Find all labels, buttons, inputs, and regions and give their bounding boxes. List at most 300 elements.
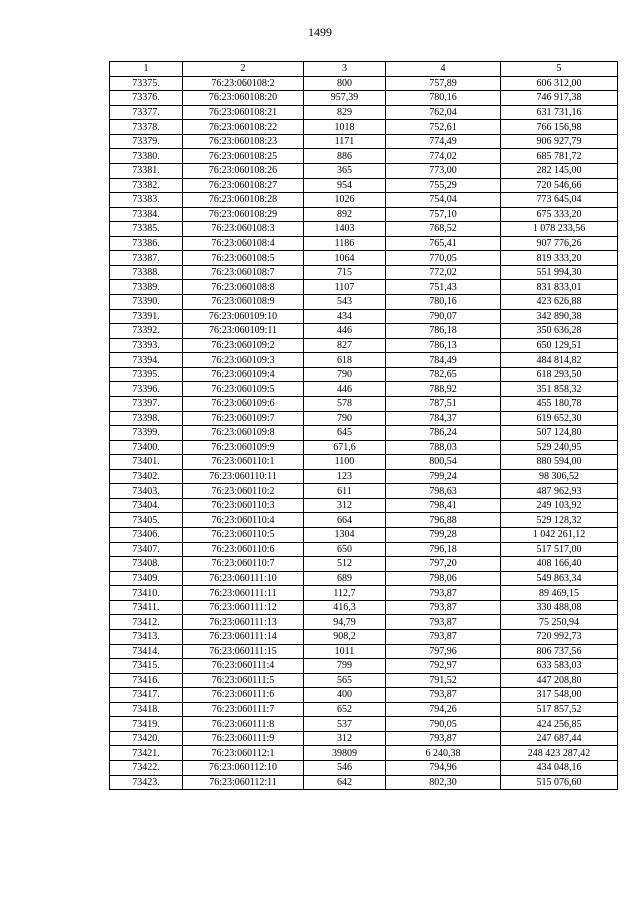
cadastral-number-cell: 76:23:060109:8: [183, 426, 304, 441]
cadastral-number-cell: 76:23:060108:7: [183, 265, 304, 280]
table-row: [110, 163, 618, 178]
value-cell: 517 517,00: [501, 542, 618, 557]
area-cell: 312: [304, 498, 386, 513]
value-cell: 720 546,66: [501, 178, 618, 193]
value-cell: 282 145,00: [501, 163, 618, 178]
value-cell: 423 626,88: [501, 295, 618, 310]
row-number-cell: 73412.: [110, 615, 183, 630]
row-number-cell: 73386.: [110, 236, 183, 251]
row-number-cell: 73423.: [110, 775, 183, 790]
row-number-cell: 73417.: [110, 688, 183, 703]
cadastral-number-cell: 76:23:060108:4: [183, 236, 304, 251]
rate-cell: 784,37: [386, 411, 501, 426]
table-row: [110, 528, 618, 543]
rate-cell: 784,49: [386, 353, 501, 368]
cadastral-number-cell: 76:23:060109:11: [183, 324, 304, 339]
area-cell: 446: [304, 324, 386, 339]
rate-cell: 794,26: [386, 702, 501, 717]
area-cell: 611: [304, 484, 386, 499]
rate-cell: 797,20: [386, 557, 501, 572]
value-cell: 89 469,15: [501, 586, 618, 601]
rate-cell: 770,05: [386, 251, 501, 266]
row-number-cell: 73406.: [110, 528, 183, 543]
value-cell: 618 293,50: [501, 367, 618, 382]
cadastral-number-cell: 76:23:060111:11: [183, 586, 304, 601]
row-number-cell: 73376.: [110, 91, 183, 106]
rate-cell: 797,96: [386, 644, 501, 659]
row-number-cell: 73381.: [110, 163, 183, 178]
row-number-cell: 73392.: [110, 324, 183, 339]
rate-cell: 765,41: [386, 236, 501, 251]
row-number-cell: 73404.: [110, 498, 183, 513]
rate-cell: 755,29: [386, 178, 501, 193]
rate-cell: 798,63: [386, 484, 501, 499]
row-number-cell: 73405.: [110, 513, 183, 528]
value-cell: 631 731,16: [501, 105, 618, 120]
table-row: [110, 615, 618, 630]
row-number-cell: 73407.: [110, 542, 183, 557]
area-cell: 1011: [304, 644, 386, 659]
area-cell: 618: [304, 353, 386, 368]
rate-cell: 757,10: [386, 207, 501, 222]
area-cell: 957,39: [304, 91, 386, 106]
area-cell: 1107: [304, 280, 386, 295]
cadastral-number-cell: 76:23:060111:9: [183, 731, 304, 746]
column-header: 5: [501, 62, 618, 77]
value-cell: 650 129,51: [501, 338, 618, 353]
cadastral-number-cell: 76:23:060111:6: [183, 688, 304, 703]
area-cell: 689: [304, 571, 386, 586]
value-cell: 98 306,52: [501, 469, 618, 484]
value-cell: 619 652,30: [501, 411, 618, 426]
cadastral-number-cell: 76:23:060112:10: [183, 761, 304, 776]
page-number: 1499: [308, 25, 332, 39]
table-row: [110, 382, 618, 397]
cadastral-number-cell: 76:23:060108:27: [183, 178, 304, 193]
value-cell: 434 048,16: [501, 761, 618, 776]
area-cell: 94,79: [304, 615, 386, 630]
table-row: [110, 469, 618, 484]
rate-cell: 780,16: [386, 91, 501, 106]
value-cell: 507 124,80: [501, 426, 618, 441]
area-cell: 652: [304, 702, 386, 717]
table-row: [110, 761, 618, 776]
rate-cell: 790,07: [386, 309, 501, 324]
cadastral-number-cell: 76:23:060110:2: [183, 484, 304, 499]
table-row: [110, 775, 618, 790]
rate-cell: 793,87: [386, 688, 501, 703]
table-row: [110, 659, 618, 674]
cadastral-number-cell: 76:23:060110:3: [183, 498, 304, 513]
table-row: [110, 324, 618, 339]
table-header-row: [110, 62, 618, 77]
row-number-cell: 73393.: [110, 338, 183, 353]
value-cell: 746 917,38: [501, 91, 618, 106]
cadastral-number-cell: 76:23:060108:2: [183, 76, 304, 91]
cadastral-number-cell: 76:23:060111:10: [183, 571, 304, 586]
data-table: [109, 61, 618, 790]
table-row: [110, 207, 618, 222]
table-row: [110, 673, 618, 688]
row-number-cell: 73387.: [110, 251, 183, 266]
area-cell: 800: [304, 76, 386, 91]
table-row: [110, 193, 618, 208]
rate-cell: 792,97: [386, 659, 501, 674]
area-cell: 400: [304, 688, 386, 703]
cadastral-number-cell: 76:23:060108:5: [183, 251, 304, 266]
rate-cell: 780,16: [386, 295, 501, 310]
value-cell: 351 858,32: [501, 382, 618, 397]
row-number-cell: 73391.: [110, 309, 183, 324]
rate-cell: 768,52: [386, 222, 501, 237]
value-cell: 549 863,34: [501, 571, 618, 586]
area-cell: 829: [304, 105, 386, 120]
rate-cell: 773,00: [386, 163, 501, 178]
table-row: [110, 600, 618, 615]
table-row: [110, 513, 618, 528]
table-row: [110, 309, 618, 324]
area-cell: 512: [304, 557, 386, 572]
value-cell: 408 166,40: [501, 557, 618, 572]
value-cell: 529 128,32: [501, 513, 618, 528]
table-row: [110, 731, 618, 746]
cadastral-number-cell: 76:23:060108:22: [183, 120, 304, 135]
area-cell: 537: [304, 717, 386, 732]
area-cell: 1100: [304, 455, 386, 470]
value-cell: 606 312,00: [501, 76, 618, 91]
value-cell: 880 594,00: [501, 455, 618, 470]
value-cell: 819 333,20: [501, 251, 618, 266]
cadastral-number-cell: 76:23:060111:8: [183, 717, 304, 732]
row-number-cell: 73416.: [110, 673, 183, 688]
row-number-cell: 73422.: [110, 761, 183, 776]
cadastral-number-cell: 76:23:060108:28: [183, 193, 304, 208]
table-row: [110, 251, 618, 266]
area-cell: 312: [304, 731, 386, 746]
cadastral-number-cell: 76:23:060110:6: [183, 542, 304, 557]
row-number-cell: 73385.: [110, 222, 183, 237]
table-row: [110, 295, 618, 310]
table-row: [110, 236, 618, 251]
cadastral-number-cell: 76:23:060108:23: [183, 134, 304, 149]
area-cell: 827: [304, 338, 386, 353]
value-cell: 455 180,78: [501, 396, 618, 411]
value-cell: 342 890,38: [501, 309, 618, 324]
area-cell: 416,3: [304, 600, 386, 615]
cadastral-number-cell: 76:23:060111:5: [183, 673, 304, 688]
value-cell: 675 333,20: [501, 207, 618, 222]
cadastral-number-cell: 76:23:060109:5: [183, 382, 304, 397]
table-row: [110, 149, 618, 164]
row-number-cell: 73394.: [110, 353, 183, 368]
cadastral-number-cell: 76:23:060108:8: [183, 280, 304, 295]
value-cell: 317 548,00: [501, 688, 618, 703]
value-cell: 75 250,94: [501, 615, 618, 630]
value-cell: 350 636,28: [501, 324, 618, 339]
rate-cell: 798,06: [386, 571, 501, 586]
table-row: [110, 367, 618, 382]
row-number-cell: 73380.: [110, 149, 183, 164]
row-number-cell: 73409.: [110, 571, 183, 586]
rate-cell: 751,43: [386, 280, 501, 295]
cadastral-number-cell: 76:23:060109:7: [183, 411, 304, 426]
rate-cell: 802,30: [386, 775, 501, 790]
area-cell: 578: [304, 396, 386, 411]
rate-cell: 798,41: [386, 498, 501, 513]
table-body: [110, 76, 618, 790]
table-row: [110, 629, 618, 644]
value-cell: 906 927,79: [501, 134, 618, 149]
area-cell: 123: [304, 469, 386, 484]
value-cell: 248 423 287,42: [501, 746, 618, 761]
row-number-cell: 73383.: [110, 193, 183, 208]
cadastral-number-cell: 76:23:060110:5: [183, 528, 304, 543]
column-header: 3: [304, 62, 386, 77]
rate-cell: 794,96: [386, 761, 501, 776]
table-row: [110, 484, 618, 499]
table-row: [110, 280, 618, 295]
table-row: [110, 396, 618, 411]
row-number-cell: 73403.: [110, 484, 183, 499]
row-number-cell: 73413.: [110, 629, 183, 644]
rate-cell: 787,51: [386, 396, 501, 411]
row-number-cell: 73419.: [110, 717, 183, 732]
cadastral-number-cell: 76:23:060111:14: [183, 629, 304, 644]
row-number-cell: 73418.: [110, 702, 183, 717]
value-cell: 515 076,60: [501, 775, 618, 790]
rate-cell: 793,87: [386, 586, 501, 601]
cadastral-number-cell: 76:23:060109:6: [183, 396, 304, 411]
value-cell: 487 962,93: [501, 484, 618, 499]
table-row: [110, 702, 618, 717]
area-cell: 715: [304, 265, 386, 280]
value-cell: 529 240,95: [501, 440, 618, 455]
row-number-cell: 73384.: [110, 207, 183, 222]
cadastral-number-cell: 76:23:060111:4: [183, 659, 304, 674]
rate-cell: 762,04: [386, 105, 501, 120]
cadastral-number-cell: 76:23:060110:1: [183, 455, 304, 470]
cadastral-number-cell: 76:23:060111:15: [183, 644, 304, 659]
rate-cell: 754,04: [386, 193, 501, 208]
column-header: 4: [386, 62, 501, 77]
value-cell: 831 833,01: [501, 280, 618, 295]
table-row: [110, 571, 618, 586]
area-cell: 546: [304, 761, 386, 776]
area-cell: 954: [304, 178, 386, 193]
row-number-cell: 73395.: [110, 367, 183, 382]
cadastral-number-cell: 76:23:060109:10: [183, 309, 304, 324]
table-row: [110, 120, 618, 135]
table-row: [110, 542, 618, 557]
table-row: [110, 644, 618, 659]
value-cell: 424 256,85: [501, 717, 618, 732]
area-cell: 112,7: [304, 586, 386, 601]
cadastral-number-cell: 76:23:060111:7: [183, 702, 304, 717]
area-cell: 1018: [304, 120, 386, 135]
table-row: [110, 353, 618, 368]
row-number-cell: 73378.: [110, 120, 183, 135]
table-row: [110, 426, 618, 441]
rate-cell: 774,49: [386, 134, 501, 149]
rate-cell: 796,18: [386, 542, 501, 557]
rate-cell: 800,54: [386, 455, 501, 470]
area-cell: 1171: [304, 134, 386, 149]
rate-cell: 757,89: [386, 76, 501, 91]
area-cell: 799: [304, 659, 386, 674]
rate-cell: 772,02: [386, 265, 501, 280]
cadastral-number-cell: 76:23:060108:9: [183, 295, 304, 310]
rate-cell: 786,13: [386, 338, 501, 353]
row-number-cell: 73414.: [110, 644, 183, 659]
value-cell: 773 645,04: [501, 193, 618, 208]
rate-cell: 793,87: [386, 615, 501, 630]
value-cell: 907 776,26: [501, 236, 618, 251]
row-number-cell: 73389.: [110, 280, 183, 295]
cadastral-number-cell: 76:23:060108:21: [183, 105, 304, 120]
rate-cell: 774,02: [386, 149, 501, 164]
table-row: [110, 411, 618, 426]
table-row: [110, 134, 618, 149]
cadastral-number-cell: 76:23:060109:4: [183, 367, 304, 382]
cadastral-number-cell: 76:23:060110:11: [183, 469, 304, 484]
rate-cell: 796,88: [386, 513, 501, 528]
value-cell: 1 078 233,56: [501, 222, 618, 237]
row-number-cell: 73399.: [110, 426, 183, 441]
row-number-cell: 73390.: [110, 295, 183, 310]
cadastral-number-cell: 76:23:060110:4: [183, 513, 304, 528]
rate-cell: 786,24: [386, 426, 501, 441]
rate-cell: 6 240,38: [386, 746, 501, 761]
row-number-cell: 73410.: [110, 586, 183, 601]
table-row: [110, 76, 618, 91]
area-cell: 39809: [304, 746, 386, 761]
row-number-cell: 73396.: [110, 382, 183, 397]
area-cell: 671,6: [304, 440, 386, 455]
cadastral-number-cell: 76:23:060112:1: [183, 746, 304, 761]
area-cell: 892: [304, 207, 386, 222]
area-cell: 434: [304, 309, 386, 324]
table-row: [110, 586, 618, 601]
value-cell: 633 583,03: [501, 659, 618, 674]
rate-cell: 752,61: [386, 120, 501, 135]
cadastral-number-cell: 76:23:060112:11: [183, 775, 304, 790]
cadastral-number-cell: 76:23:060108:3: [183, 222, 304, 237]
row-number-cell: 73415.: [110, 659, 183, 674]
cadastral-number-cell: 76:23:060108:29: [183, 207, 304, 222]
value-cell: 249 103,92: [501, 498, 618, 513]
column-header: 1: [110, 62, 183, 77]
table-row: [110, 498, 618, 513]
table-row: [110, 105, 618, 120]
row-number-cell: 73382.: [110, 178, 183, 193]
table-row: [110, 91, 618, 106]
area-cell: 565: [304, 673, 386, 688]
table-row: [110, 440, 618, 455]
area-cell: 790: [304, 411, 386, 426]
area-cell: 908,2: [304, 629, 386, 644]
rate-cell: 799,24: [386, 469, 501, 484]
row-number-cell: 73408.: [110, 557, 183, 572]
cadastral-number-cell: 76:23:060111:13: [183, 615, 304, 630]
row-number-cell: 73375.: [110, 76, 183, 91]
rate-cell: 791,52: [386, 673, 501, 688]
rate-cell: 790,05: [386, 717, 501, 732]
table-row: [110, 455, 618, 470]
cadastral-number-cell: 76:23:060108:26: [183, 163, 304, 178]
table-row: [110, 265, 618, 280]
row-number-cell: 73388.: [110, 265, 183, 280]
cadastral-number-cell: 76:23:060108:25: [183, 149, 304, 164]
value-cell: 720 992,73: [501, 629, 618, 644]
area-cell: 664: [304, 513, 386, 528]
row-number-cell: 73411.: [110, 600, 183, 615]
value-cell: 447 208,80: [501, 673, 618, 688]
table-row: [110, 717, 618, 732]
value-cell: 517 857,52: [501, 702, 618, 717]
area-cell: 642: [304, 775, 386, 790]
table-row: [110, 338, 618, 353]
row-number-cell: 73379.: [110, 134, 183, 149]
value-cell: 685 781,72: [501, 149, 618, 164]
area-cell: 1186: [304, 236, 386, 251]
row-number-cell: 73420.: [110, 731, 183, 746]
value-cell: 484 814,82: [501, 353, 618, 368]
area-cell: 645: [304, 426, 386, 441]
area-cell: 1026: [304, 193, 386, 208]
area-cell: 1064: [304, 251, 386, 266]
row-number-cell: 73398.: [110, 411, 183, 426]
value-cell: 766 156,98: [501, 120, 618, 135]
area-cell: 365: [304, 163, 386, 178]
rate-cell: 786,18: [386, 324, 501, 339]
area-cell: 543: [304, 295, 386, 310]
row-number-cell: 73402.: [110, 469, 183, 484]
rate-cell: 793,87: [386, 600, 501, 615]
cadastral-number-cell: 76:23:060111:12: [183, 600, 304, 615]
rate-cell: 799,28: [386, 528, 501, 543]
row-number-cell: 73377.: [110, 105, 183, 120]
rate-cell: 788,92: [386, 382, 501, 397]
rate-cell: 782,65: [386, 367, 501, 382]
row-number-cell: 73401.: [110, 455, 183, 470]
cadastral-number-cell: 76:23:060108:20: [183, 91, 304, 106]
cadastral-number-cell: 76:23:060110:7: [183, 557, 304, 572]
value-cell: 551 994,30: [501, 265, 618, 280]
cadastral-number-cell: 76:23:060109:2: [183, 338, 304, 353]
cadastral-number-cell: 76:23:060109:9: [183, 440, 304, 455]
value-cell: 1 042 261,12: [501, 528, 618, 543]
table-row: [110, 178, 618, 193]
rate-cell: 793,87: [386, 629, 501, 644]
cadastral-number-cell: 76:23:060109:3: [183, 353, 304, 368]
area-cell: 446: [304, 382, 386, 397]
area-cell: 650: [304, 542, 386, 557]
rate-cell: 793,87: [386, 731, 501, 746]
area-cell: 1304: [304, 528, 386, 543]
row-number-cell: 73397.: [110, 396, 183, 411]
row-number-cell: 73421.: [110, 746, 183, 761]
area-cell: 886: [304, 149, 386, 164]
table-row: [110, 557, 618, 572]
value-cell: 806 737,56: [501, 644, 618, 659]
table-row: [110, 688, 618, 703]
row-number-cell: 73400.: [110, 440, 183, 455]
table-row: [110, 222, 618, 237]
column-header: 2: [183, 62, 304, 77]
area-cell: 790: [304, 367, 386, 382]
rate-cell: 788,03: [386, 440, 501, 455]
area-cell: 1403: [304, 222, 386, 237]
